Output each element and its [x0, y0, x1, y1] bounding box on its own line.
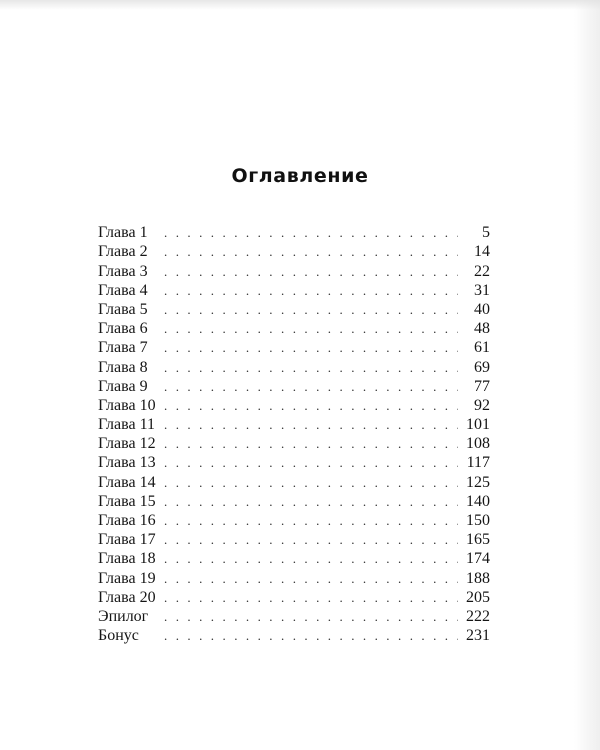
toc-entry: [98, 395, 490, 414]
toc-dot-leader: [160, 244, 458, 260]
toc-entry: [98, 376, 490, 395]
toc-entry: [98, 587, 490, 606]
toc-entry: [98, 318, 490, 337]
toc-entry: [98, 529, 490, 548]
toc-entry-page-number: 165: [466, 531, 490, 549]
toc-dot-leader: [160, 379, 458, 395]
toc-entry: [98, 241, 490, 260]
toc-entry-label: Глава 3: [98, 262, 148, 280]
toc-entry: [98, 491, 490, 510]
toc-entry-page-number: 92: [474, 396, 490, 414]
toc-list: [98, 222, 490, 644]
toc-entry-page-number: 117: [466, 454, 490, 472]
toc-entry: [98, 356, 490, 375]
toc-entry-label: Глава 17: [98, 531, 156, 549]
toc-entry-label: Глава 5: [98, 300, 148, 318]
toc-entry-label: Глава 14: [98, 473, 156, 491]
toc-entry-page-number: 231: [466, 627, 490, 645]
toc-entry-page-number: 101: [466, 416, 490, 434]
page-edge-shadow-top: [0, 0, 600, 10]
toc-entry-page-number: 174: [466, 550, 490, 568]
toc-entry: [98, 337, 490, 356]
toc-entry-label: Глава 19: [98, 569, 156, 587]
toc-entry-label: Глава 9: [98, 377, 148, 395]
toc-title: Оглавление: [231, 165, 369, 187]
toc-dot-leader: [160, 628, 458, 644]
toc-dot-leader: [160, 417, 458, 433]
toc-entry-label: Глава 16: [98, 512, 156, 529]
toc-entry: [98, 433, 490, 452]
toc-dot-leader: [160, 513, 458, 529]
toc-dot-leader: [160, 551, 458, 567]
toc-dot-leader: [160, 609, 458, 625]
toc-entry: [98, 414, 490, 433]
toc-dot-leader: [160, 360, 458, 376]
toc-entry-page-number: 125: [466, 473, 490, 491]
toc-dot-leader: [160, 475, 458, 491]
toc-entry-label: Глава 8: [98, 358, 148, 376]
toc-entry-page-number: 48: [474, 320, 490, 338]
toc-dot-leader: [160, 302, 458, 318]
toc-entry-page-number: 140: [466, 492, 490, 510]
toc-dot-leader: [160, 340, 458, 356]
toc-entry-page-number: 69: [474, 358, 490, 376]
toc-entry: [98, 548, 490, 567]
toc-entry-label: Глава 2: [98, 243, 148, 261]
toc-entry-label: Глава 10: [98, 396, 156, 414]
toc-entry-label: Глава 1: [98, 224, 148, 242]
toc-dot-leader: [160, 455, 458, 471]
page-edge-shadow-right: [574, 0, 600, 750]
toc-entry-page-number: 61: [474, 339, 490, 357]
toc-dot-leader: [160, 398, 458, 414]
toc-entry-page-number: 14: [474, 243, 490, 261]
toc-entry-label: Глава 18: [98, 550, 156, 568]
toc-entry: [98, 510, 490, 529]
toc-entry-page-number: 150: [466, 512, 490, 529]
toc-entry-page-number: 77: [474, 377, 490, 395]
toc-entry: [98, 260, 490, 279]
toc-entry-page-number: 22: [474, 262, 490, 280]
toc-dot-leader: [160, 321, 458, 337]
toc-entry: [98, 471, 490, 490]
toc-entry-page-number: 188: [466, 569, 490, 587]
toc-entry: [98, 452, 490, 471]
toc-entry-label: Глава 7: [98, 339, 148, 357]
toc-dot-leader: [160, 590, 458, 606]
toc-entry-label: Глава 13: [98, 454, 156, 472]
toc-entry: [98, 606, 490, 625]
toc-entry-label: Глава 15: [98, 492, 156, 510]
toc-dot-leader: [160, 264, 458, 280]
toc-entry: [98, 299, 490, 318]
toc-dot-leader: [160, 283, 458, 299]
toc-entry-label: Бонус: [98, 627, 139, 645]
toc-entry-page-number: 40: [474, 300, 490, 318]
toc-entry-page-number: 5: [482, 224, 490, 242]
toc-entry-label: Эпилог: [98, 607, 149, 625]
toc-dot-leader: [160, 494, 458, 510]
toc-dot-leader: [160, 532, 458, 548]
toc-entry-label: Глава 6: [98, 320, 148, 338]
toc-entry-label: Глава 4: [98, 281, 148, 299]
toc-dot-leader: [160, 225, 458, 241]
toc-entry-page-number: 205: [466, 588, 490, 606]
toc-entry: [98, 280, 490, 299]
toc-dot-leader: [160, 436, 458, 452]
toc-entry-label: Глава 11: [98, 416, 155, 434]
toc-entry-label: Глава 20: [98, 588, 156, 606]
toc-entry-page-number: 31: [474, 281, 490, 299]
toc-entry: [98, 222, 490, 241]
toc-entry-label: Глава 12: [98, 435, 156, 453]
toc-entry-page-number: 108: [466, 435, 490, 453]
toc-entry: [98, 567, 490, 586]
toc-dot-leader: [160, 571, 458, 587]
toc-entry-page-number: 222: [466, 607, 490, 625]
toc-entry: [98, 625, 490, 644]
